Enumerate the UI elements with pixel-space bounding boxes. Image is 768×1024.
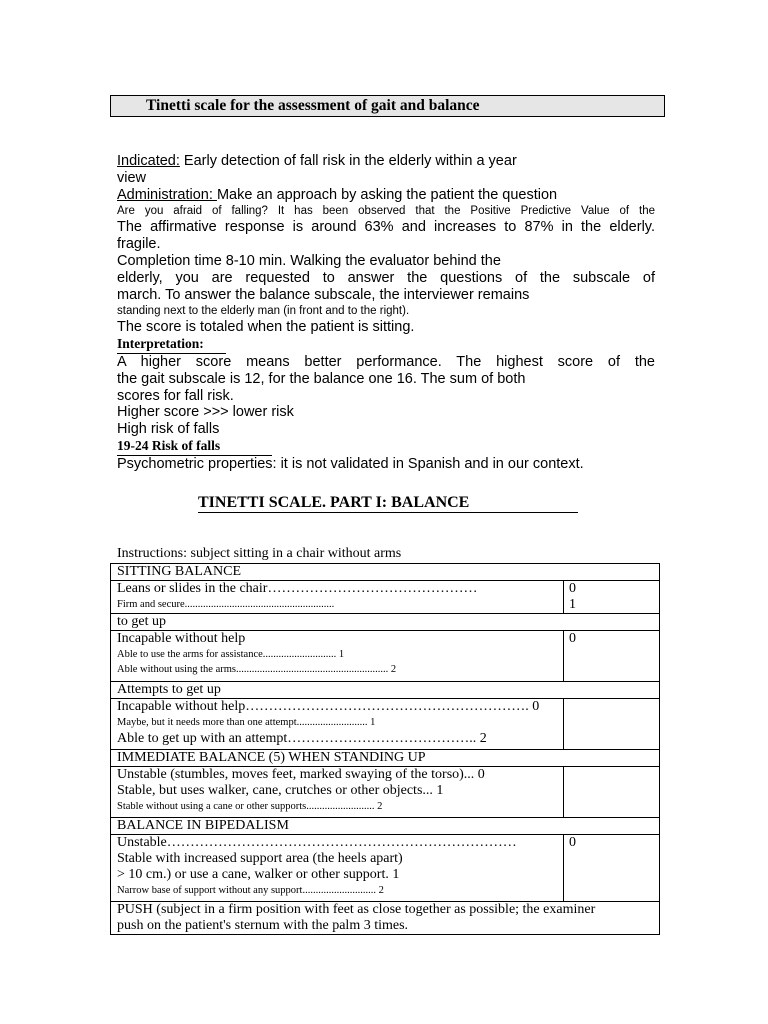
affirmative-line: The affirmative response is around 63% and increases to 87% in the elderly.	[117, 219, 655, 236]
march-line: march. To answer the balance subscale, the interviewer remains	[117, 286, 530, 303]
administration-text: Make an approach by asking the patient the question	[216, 186, 558, 203]
score-value: 1	[569, 597, 576, 612]
sitting-cell	[111, 581, 564, 614]
scores-line: scores for fall risk.	[117, 387, 234, 404]
higher-line: A higher score means better performance. The highest score of the	[117, 353, 655, 370]
bipedal-header: BALANCE IN BIPEDALISM	[111, 818, 660, 835]
standing-line: standing next to the elderly man (in front and to the right).	[117, 305, 410, 318]
interpretation-heading	[117, 336, 655, 354]
bipedal-score: 0	[564, 835, 660, 902]
table-row	[111, 835, 660, 902]
table-row	[111, 750, 660, 767]
attempts-cell	[111, 699, 564, 750]
attempts-score	[564, 699, 660, 750]
sitting-option: Firm and secure.........................................................	[117, 599, 335, 610]
immediate-score	[564, 767, 660, 818]
psychometric-line: Psychometric properties: it is not validated in Spanish and in our context.	[117, 455, 584, 472]
higher-score-line: Higher score >>> lower risk	[117, 404, 294, 421]
bipedal-option: Unstable…………………………………………………………………	[117, 835, 517, 850]
attempts-option: Able to get up with an attempt………………………………….. 2	[117, 731, 487, 746]
table-row	[111, 818, 660, 835]
bipedal-option: > 10 cm.) or use a cane, walker or other support. 1	[117, 867, 400, 882]
sitting-option: Leans or slides in the chair………………………………………	[117, 581, 478, 596]
risk-label: 19-24 Risk of falls	[117, 438, 272, 456]
immediate-option: Stable without using a cane or other supports.......................... 2	[117, 801, 383, 812]
instructions: Instructions: subject sitting in a chair without arms	[117, 546, 402, 561]
indicated-label: Indicated:	[117, 153, 180, 169]
sitting-header: SITTING BALANCE	[111, 564, 660, 581]
high-risk-line: High risk of falls	[117, 421, 220, 438]
indicated-text: Early detection of fall risk in the elderly within a year	[179, 153, 517, 169]
push-cell	[111, 902, 660, 935]
bipedal-option: Narrow base of support without any support............................ 2	[117, 885, 384, 896]
immediate-option: Stable, but uses walker, cane, crutches or other objects... 1	[117, 783, 444, 798]
getup-option: Incapable without help	[117, 631, 246, 646]
indicated-line	[117, 153, 655, 170]
question-line: Are you afraid of falling? It has been observed that the Positive Predictive Value of the	[117, 205, 655, 218]
push-text: push on the patient's sternum with the palm 3 times.	[117, 918, 409, 933]
score-value: 0	[569, 581, 576, 596]
table-row	[111, 699, 660, 750]
immediate-cell	[111, 767, 564, 818]
bipedal-cell	[111, 835, 564, 902]
indicated-cont: view	[117, 169, 147, 186]
table-row	[111, 614, 660, 631]
gait-line: the gait subscale is 12, for the balance one 16. The sum of both	[117, 370, 526, 387]
part-title: TINETTI SCALE. PART I: BALANCE	[198, 494, 578, 513]
administration-label: Administration:	[117, 186, 217, 203]
interpretation-label: Interpretation:	[117, 336, 226, 354]
document-title: Tinetti scale for the assessment of gait and balance	[110, 95, 665, 117]
push-text: PUSH (subject in a firm position with feet as close together as possible; the examiner	[117, 902, 596, 917]
getup-header: to get up	[111, 614, 660, 631]
table-row	[111, 581, 660, 614]
risk-heading	[117, 438, 655, 456]
immediate-option: Unstable (stumbles, moves feet, marked swaying of the torso)... 0	[117, 767, 485, 782]
bipedal-option: Stable with increased support area (the heels apart)	[117, 851, 403, 866]
completion-line: Completion time 8-10 min. Walking the evaluator behind the	[117, 252, 501, 269]
getup-cell	[111, 631, 564, 682]
attempts-option: Incapable without help……………………………………………………. 0	[117, 699, 540, 714]
immediate-header: IMMEDIATE BALANCE (5) WHEN STANDING UP	[111, 750, 660, 767]
getup-score: 0	[564, 631, 660, 682]
score-line: The score is totaled when the patient is sitting.	[117, 319, 415, 336]
table-row	[111, 631, 660, 682]
getup-option: Able without using the arms.......................................................... 2	[117, 664, 397, 675]
table-row	[111, 682, 660, 699]
elderly-line: elderly, you are requested to answer the questions of the subscale of	[117, 269, 655, 286]
balance-table	[110, 563, 660, 935]
fragile-line: fragile.	[117, 236, 161, 253]
attempts-header: Attempts to get up	[111, 682, 660, 699]
getup-option: Able to use the arms for assistance............................ 1	[117, 649, 345, 660]
administration-line	[117, 187, 655, 204]
intro-section	[117, 153, 655, 473]
sitting-score	[564, 581, 660, 614]
table-row	[111, 564, 660, 581]
attempts-option: Maybe, but it needs more than one attempt........................... 1	[117, 717, 376, 728]
table-row	[111, 767, 660, 818]
table-row	[111, 902, 660, 935]
